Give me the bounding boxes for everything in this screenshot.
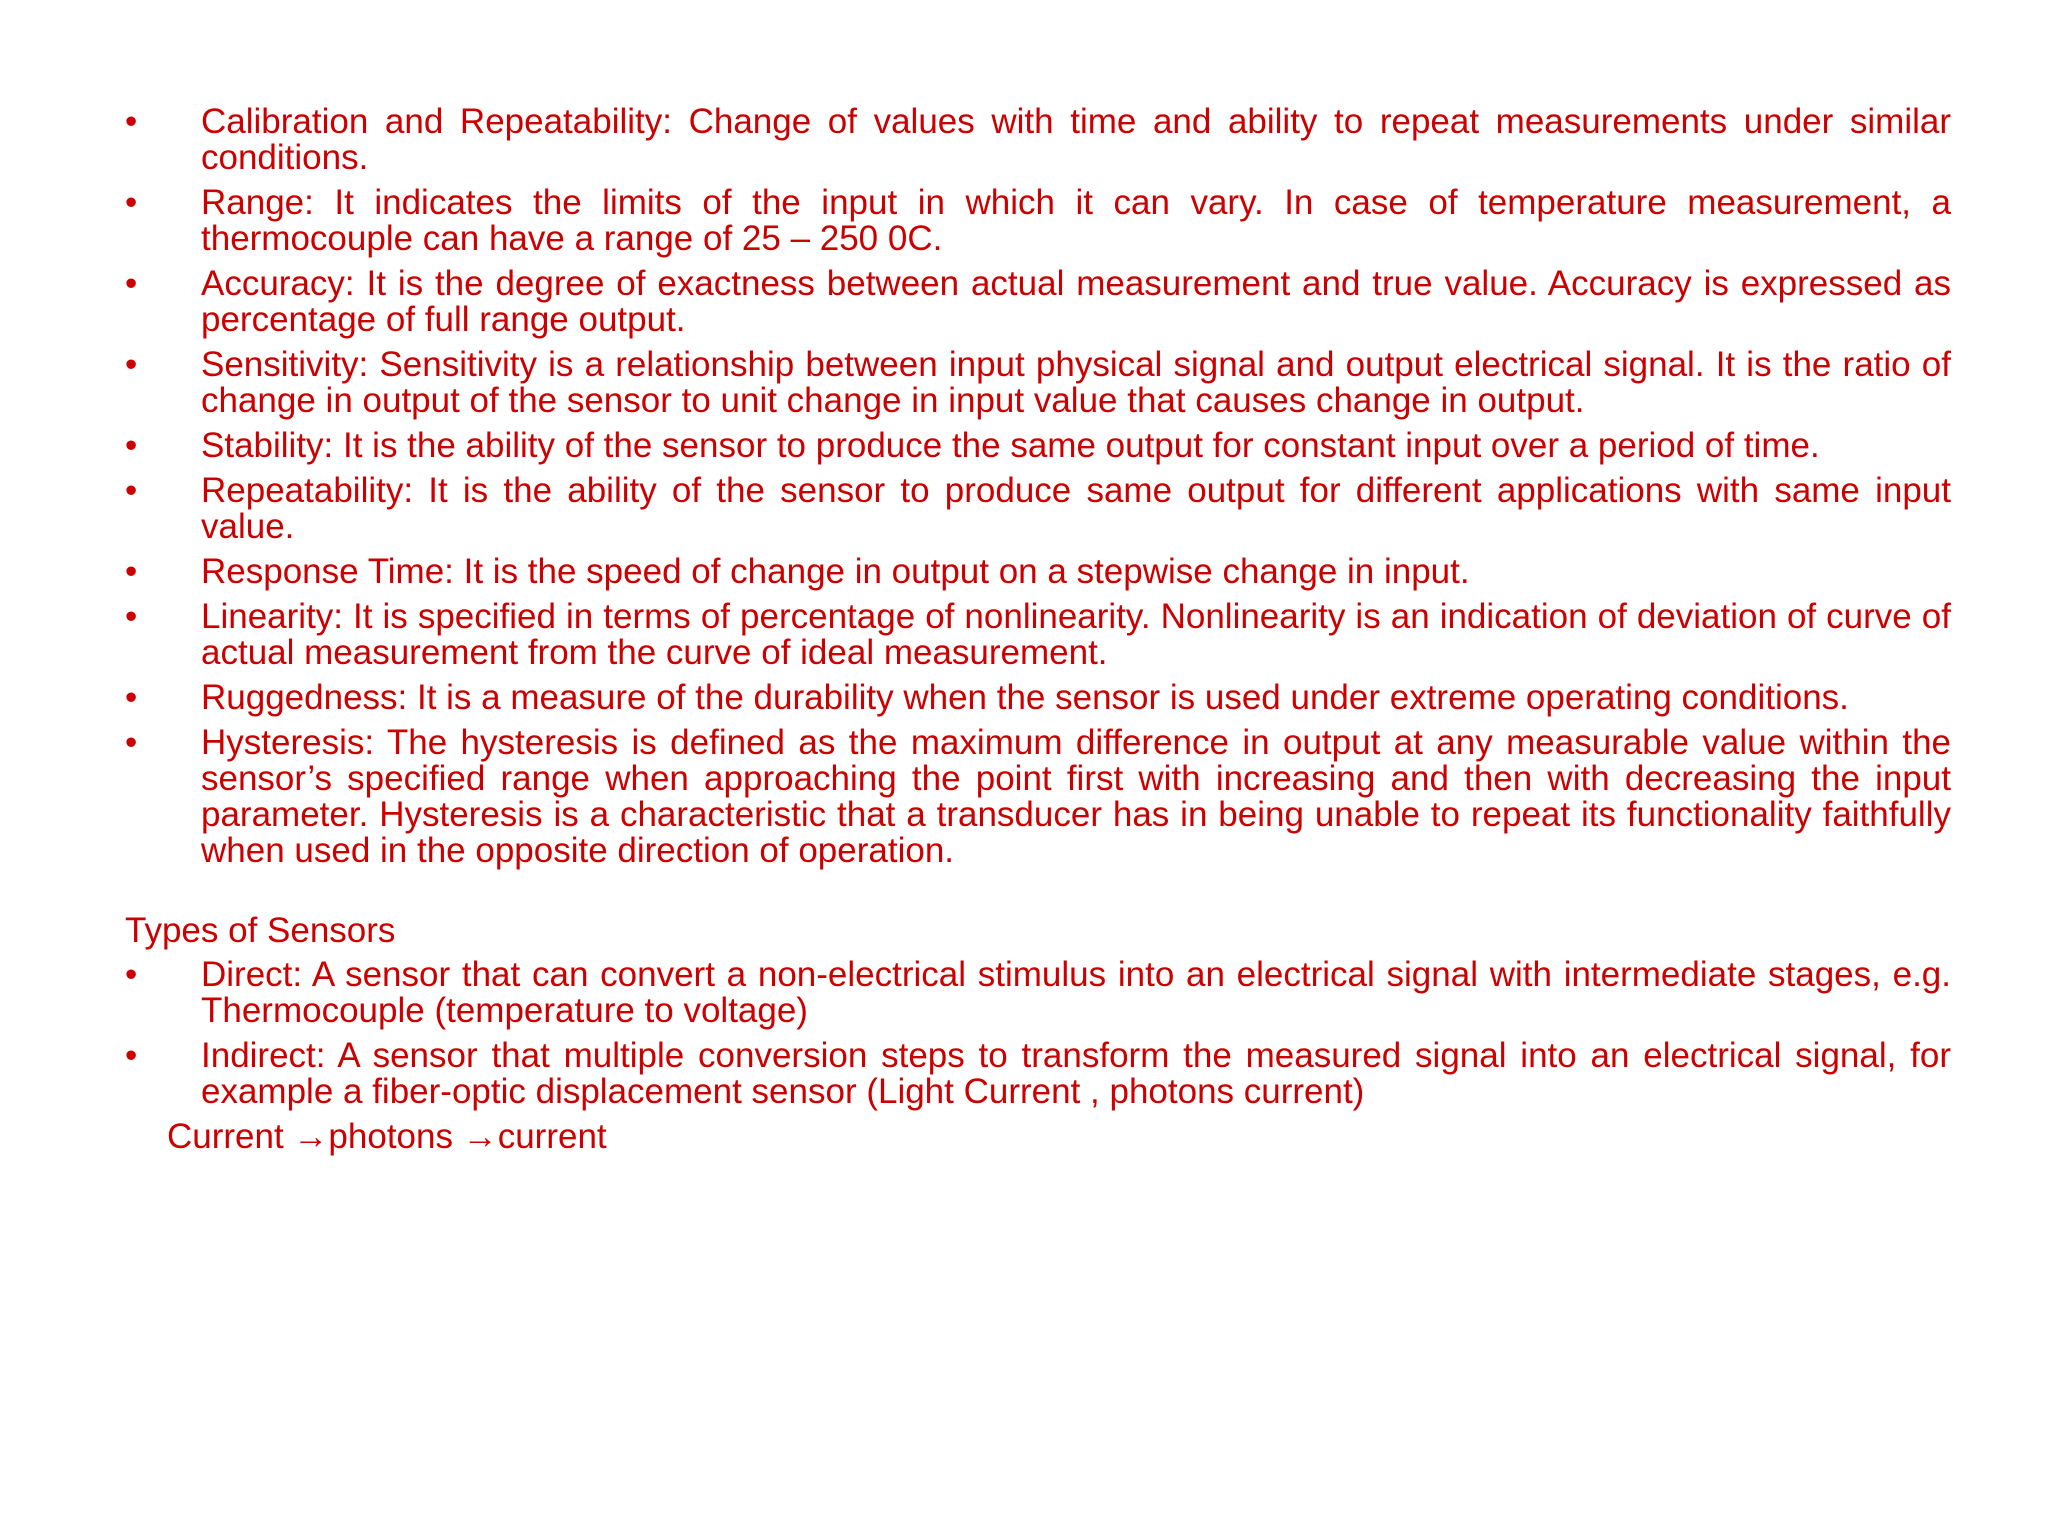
list-item-range: • Range: It indicates the limits of the input in which it can vary. In case of temperature measurement, a thermocouple can have a range of 25 – 250 0C. bbox=[125, 185, 1951, 257]
slide-body bbox=[125, 104, 1951, 1155]
list-item-stability: • Stability: It is the ability of the sensor to produce the same output for constant input over a period of time. bbox=[125, 428, 1951, 464]
list-item-linearity: • Linearity: It is specified in terms of percentage of nonlinearity. Nonlinearity is an indication of deviation of curve of actual measurement from the curve of ideal measurement. bbox=[125, 599, 1951, 671]
list-item-ruggedness: • Ruggedness: It is a measure of the durability when the sensor is used under extreme operating conditions. bbox=[125, 680, 1951, 716]
list-item-response-time: • Response Time: It is the speed of change in output on a stepwise change in input. bbox=[125, 554, 1951, 590]
conversion-line: Current →photons →current bbox=[167, 1117, 607, 1156]
types-list bbox=[125, 957, 1951, 1110]
list-item-accuracy: • Accuracy: It is the degree of exactness between actual measurement and true value. Accuracy is expressed as percentage of full range output. bbox=[125, 266, 1951, 338]
section-heading-types: Types of Sensors bbox=[125, 911, 396, 950]
list-item-calibration: • Calibration and Repeatability: Change of values with time and ability to repeat measurements under similar conditions. bbox=[125, 104, 1951, 176]
list-item-direct: • Direct: A sensor that can convert a non-electrical stimulus into an electrical signal with intermediate stages, e.g. Thermocouple (temperature to voltage) bbox=[125, 957, 1951, 1029]
list-item-sensitivity: • Sensitivity: Sensitivity is a relationship between input physical signal and output electrical signal. It is the ratio of change in output of the sensor to unit change in input value that causes change in output. bbox=[125, 347, 1951, 419]
list-item-repeatability: • Repeatability: It is the ability of the sensor to produce same output for different applications with same input value. bbox=[125, 473, 1951, 545]
characteristics-list bbox=[125, 104, 1951, 869]
list-item-hysteresis: • Hysteresis: The hysteresis is defined as the maximum difference in output at any measurable value within the sensor’s specified range when approaching the point first with increasing and then with decreasing the input parameter. Hysteresis is a characteristic that a transducer has in being unable to repeat its functionality faithfully when used in the opposite direction of operation. bbox=[125, 725, 1951, 869]
list-item-indirect: • Indirect: A sensor that multiple conversion steps to transform the measured signal into an electrical signal, for example a fiber-optic displacement sensor (Light Current , photons current) bbox=[125, 1038, 1951, 1110]
